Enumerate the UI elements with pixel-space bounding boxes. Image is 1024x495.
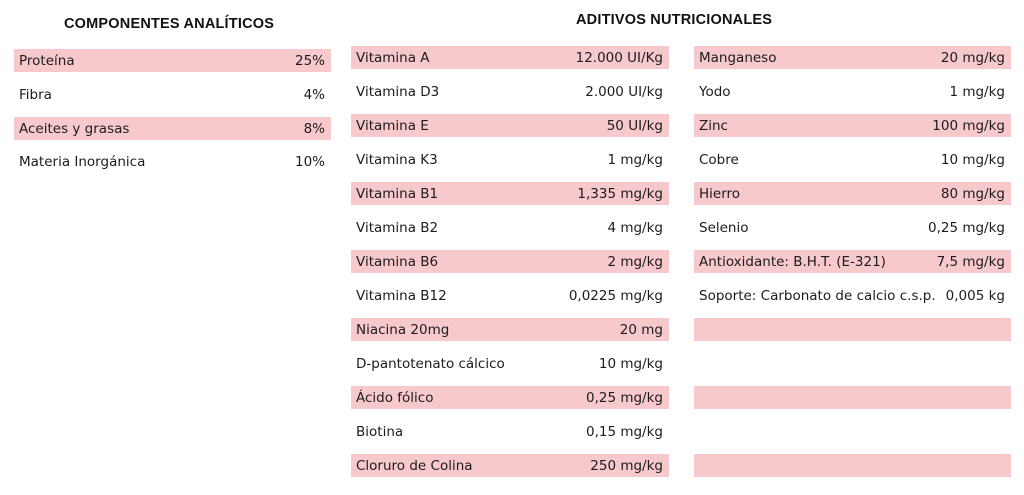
nutrient-value: 4% [303, 86, 325, 103]
nutrient-value: 1 mg/kg [949, 83, 1005, 100]
nutrient-value: 4 mg/kg [607, 219, 663, 236]
nutrient-value: 250 mg/kg [590, 457, 663, 474]
nutrient-value: 1,335 mg/kg [577, 185, 663, 202]
nutrient-name: Fibra [19, 86, 52, 103]
vitaminas-row [351, 114, 669, 137]
vitaminas-row [351, 148, 669, 171]
additives-heading: ADITIVOS NUTRICIONALES [576, 12, 773, 28]
nutrient-name: Soporte: Carbonato de calcio c.s.p. [699, 287, 936, 304]
minerales-row [694, 216, 1011, 239]
nutrient-name: Proteína [19, 52, 75, 69]
nutrient-name: Materia Inorgánica [19, 153, 146, 170]
vitaminas-row [351, 250, 669, 273]
minerales-row [694, 148, 1011, 171]
nutrient-name: Vitamina B2 [356, 219, 439, 236]
nutrient-value: 0,15 mg/kg [585, 423, 663, 440]
nutrient-name: Vitamina B1 [356, 185, 439, 202]
minerales-row [694, 182, 1011, 205]
nutrient-name: Zinc [699, 117, 728, 134]
nutrient-name: Antioxidante: B.H.T. (E-321) [699, 253, 886, 270]
nutrient-value: 20 mg/kg [940, 49, 1005, 66]
vitaminas-row [351, 284, 669, 307]
minerales-row [694, 386, 1011, 409]
nutrient-value: 10 mg/kg [940, 151, 1005, 168]
nutrient-name: D-pantotenato cálcico [356, 355, 505, 372]
nutrient-name: Hierro [699, 185, 741, 202]
nutrient-value: 0,25 mg/kg [927, 219, 1005, 236]
nutrient-value: 25% [294, 52, 325, 69]
vitaminas-row [351, 386, 669, 409]
nutrient-value: 80 mg/kg [940, 185, 1005, 202]
minerales-row [694, 114, 1011, 137]
nutrient-name: Selenio [699, 219, 749, 236]
minerales-row [694, 318, 1011, 341]
vitaminas-row [351, 454, 669, 477]
minerales-row [694, 284, 1011, 307]
analiticos-row [14, 49, 331, 72]
vitaminas-row [351, 352, 669, 375]
minerales-row [694, 454, 1011, 477]
analiticos-row [14, 150, 331, 173]
nutrient-value: 10 mg/kg [598, 355, 663, 372]
components-heading: COMPONENTES ANALÍTICOS [64, 16, 275, 32]
nutrient-value: 0,25 mg/kg [585, 389, 663, 406]
nutrient-value: 20 mg [619, 321, 663, 338]
minerales-row [694, 352, 1011, 375]
minerales-row [694, 80, 1011, 103]
vitaminas-row [351, 182, 669, 205]
nutrient-name: Manganeso [699, 49, 777, 66]
nutrient-value: 8% [303, 120, 325, 137]
nutrient-value: 2 mg/kg [607, 253, 663, 270]
minerales-row [694, 46, 1011, 69]
nutrient-value: 7,5 mg/kg [936, 253, 1005, 270]
nutrient-name: Biotina [356, 423, 404, 440]
nutrient-name: Vitamina A [356, 49, 430, 66]
nutrient-value: 12.000 UI/Kg [575, 49, 663, 66]
analiticos-row [14, 83, 331, 106]
vitaminas-row [351, 420, 669, 443]
nutrient-name: Vitamina E [356, 117, 429, 134]
nutrient-name: Ácido fólico [356, 389, 434, 406]
nutrient-value: 0,005 kg [945, 287, 1005, 304]
minerales-row [694, 250, 1011, 273]
minerales-row [694, 420, 1011, 443]
nutrient-name: Vitamina B12 [356, 287, 447, 304]
nutrient-name: Cobre [699, 151, 739, 168]
vitaminas-row [351, 46, 669, 69]
nutrient-value: 0,0225 mg/kg [568, 287, 663, 304]
nutrient-value: 1 mg/kg [607, 151, 663, 168]
nutrient-name: Vitamina B6 [356, 253, 439, 270]
vitaminas-row [351, 318, 669, 341]
nutrient-name: Cloruro de Colina [356, 457, 473, 474]
analiticos-row [14, 117, 331, 140]
nutrient-name: Niacina 20mg [356, 321, 450, 338]
nutrient-value: 2.000 UI/kg [585, 83, 663, 100]
nutrient-value: 10% [294, 153, 325, 170]
nutrient-value: 100 mg/kg [932, 117, 1005, 134]
nutrient-name: Vitamina K3 [356, 151, 438, 168]
nutrient-name: Vitamina D3 [356, 83, 440, 100]
vitaminas-row [351, 216, 669, 239]
nutrient-name: Yodo [699, 83, 731, 100]
vitaminas-row [351, 80, 669, 103]
nutrient-value: 50 UI/kg [606, 117, 663, 134]
nutrient-name: Aceites y grasas [19, 120, 130, 137]
